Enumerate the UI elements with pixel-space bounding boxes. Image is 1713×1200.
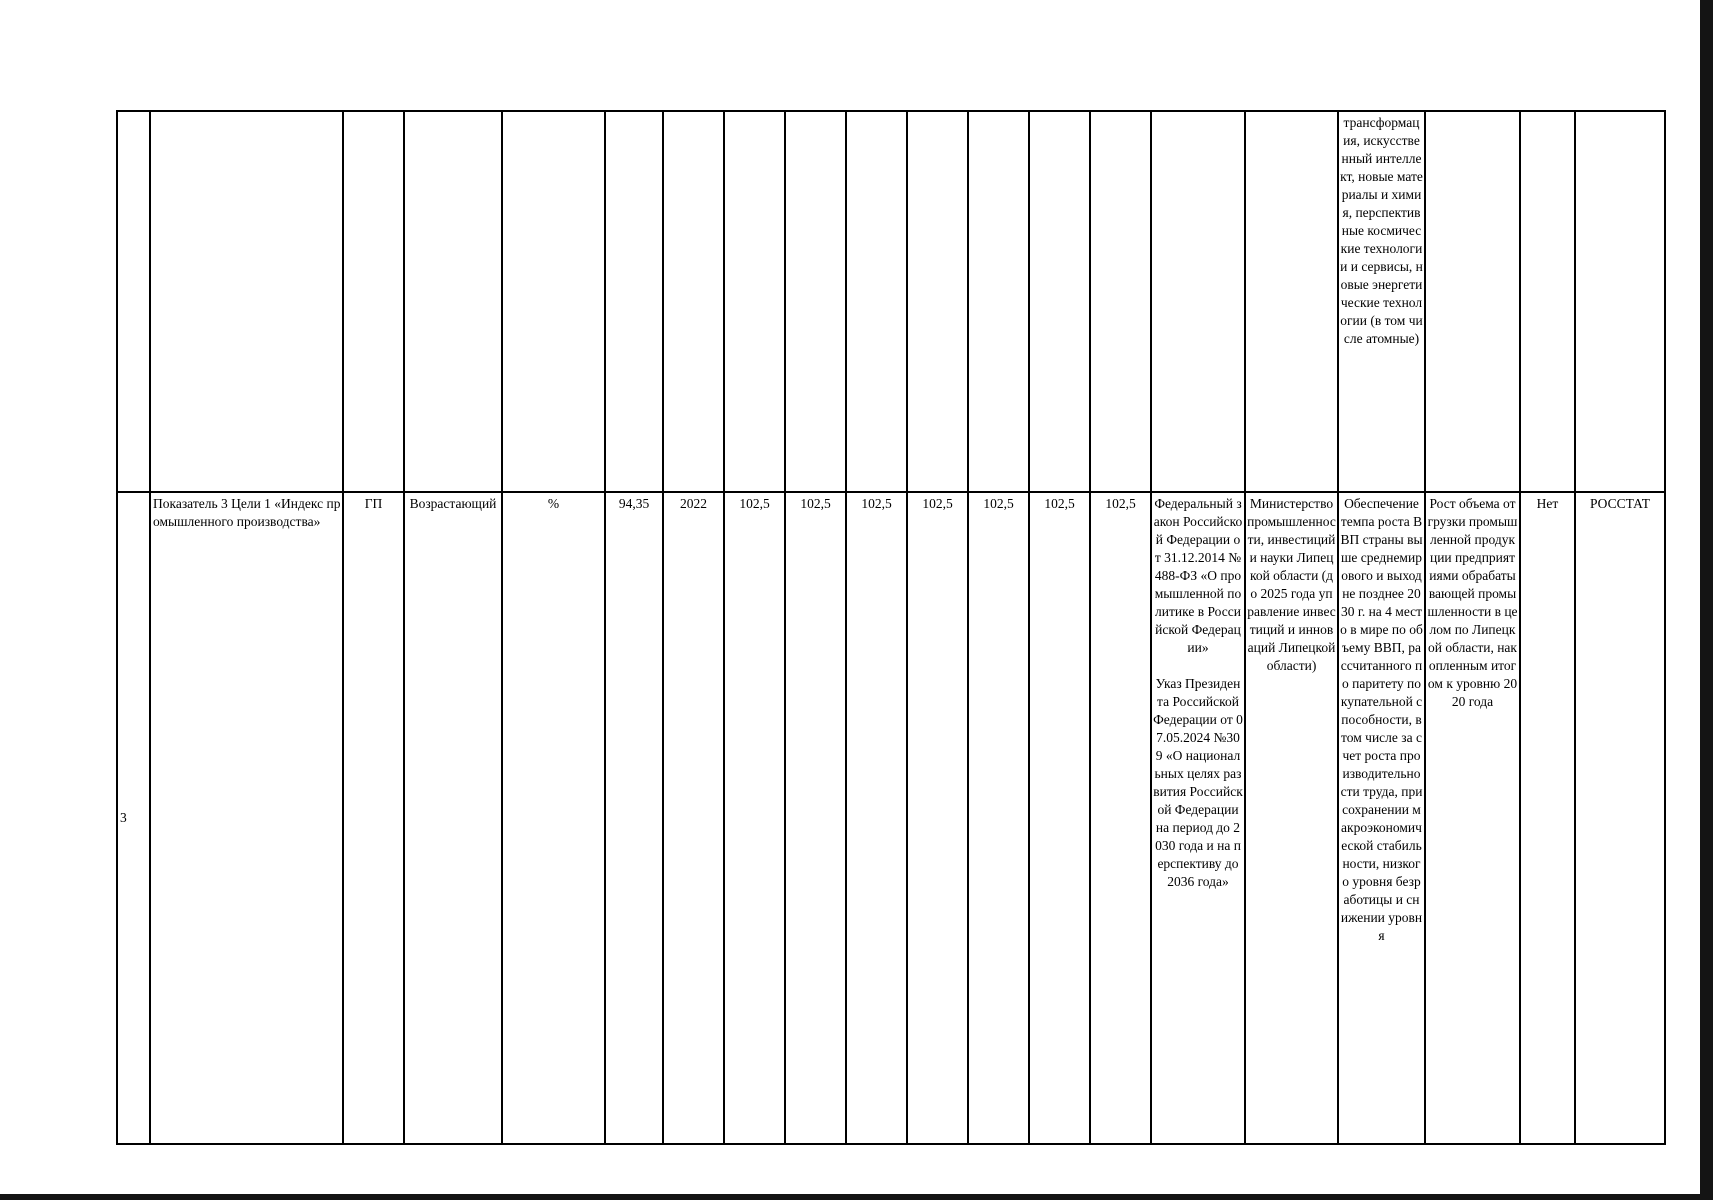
cell-base-value: 94,35 [605, 492, 663, 1144]
cell-unit [502, 111, 605, 492]
cell-state-program-link: Рост объема отгрузки промышленной продукции предприятиями обрабатывающей промышленности в целом по Липецкой области, накопленным итогом к уровню 2020 года [1425, 492, 1520, 1144]
document-federal-law: Федеральный закон Российской Федерации от 31.12.2014 № 488-ФЗ «О промышленной политике в Российской Федерации» [1153, 496, 1243, 655]
cell-row-number: 3 [117, 492, 150, 1144]
scan-edge-right [1700, 0, 1713, 1200]
cell-value-1 [724, 111, 785, 492]
cell-trend [404, 111, 502, 492]
table-row-continued [117, 111, 1665, 492]
cell-value-4 [907, 111, 968, 492]
cell-indicator-name: Показатель 3 Цели 1 «Индекс промышленного производства» [150, 492, 343, 1144]
cell-value-4: 102,5 [907, 492, 968, 1144]
cell-value-3: 102,5 [846, 492, 907, 1144]
cell-value-6: 102,5 [1029, 492, 1090, 1144]
cell-info-system [1575, 111, 1665, 492]
cell-value-7: 102,5 [1090, 492, 1151, 1144]
cell-value-7 [1090, 111, 1151, 492]
document-presidential-decree: Указ Президента Российской Федерации от 07.05.2024 №309 «О национальных целях развития Российской Федерации на период до 2030 года и на перспективу до 2036 года» [1153, 676, 1243, 889]
cell-level [343, 111, 404, 492]
cell-indicator-name [150, 111, 343, 492]
cell-responsible [1245, 111, 1338, 492]
table-row-indicator-3 [117, 492, 1665, 1144]
cell-trend: Возрастающий [404, 492, 502, 1144]
cell-number [117, 111, 150, 492]
cell-state-program-link [1425, 111, 1520, 492]
cell-info-system: РОССТАТ [1575, 492, 1665, 1144]
indicators-table [116, 110, 1666, 1145]
cell-gis-flag: Нет [1520, 492, 1575, 1144]
scan-edge-bottom [0, 1194, 1713, 1200]
cell-documents [1151, 111, 1245, 492]
cell-value-5 [968, 111, 1029, 492]
cell-unit: % [502, 492, 605, 1144]
cell-value-2 [785, 111, 846, 492]
cell-value-1: 102,5 [724, 492, 785, 1144]
cell-responsible: Министерство промышленности, инвестиций и науки Липецкой области (до 2025 года управление инвестиций и инноваций Липецкой области) [1245, 492, 1338, 1144]
cell-priorities-continued: трансформация, искусственный интеллект, новые материалы и химия, перспективные космические технологии и сервисы, новые энергетические технологии (в том числе атомные) [1338, 111, 1425, 492]
cell-value-3 [846, 111, 907, 492]
cell-base-year [663, 111, 724, 492]
cell-level: ГП [343, 492, 404, 1144]
cell-national-goal: Обеспечение темпа роста ВВП страны выше среднемирового и выход не позднее 2030 г. на 4 место в мире по объему ВВП, рассчитанного по паритету покупательной способности, в том числе за счет роста производительности труда, при сохранении макроэкономической стабильности, низкого уровня безработицы и снижении уровня [1338, 492, 1425, 1144]
cell-gis-flag [1520, 111, 1575, 492]
cell-value-6 [1029, 111, 1090, 492]
cell-base-value [605, 111, 663, 492]
cell-documents [1151, 492, 1245, 1144]
cell-base-year: 2022 [663, 492, 724, 1144]
cell-value-5: 102,5 [968, 492, 1029, 1144]
cell-value-2: 102,5 [785, 492, 846, 1144]
